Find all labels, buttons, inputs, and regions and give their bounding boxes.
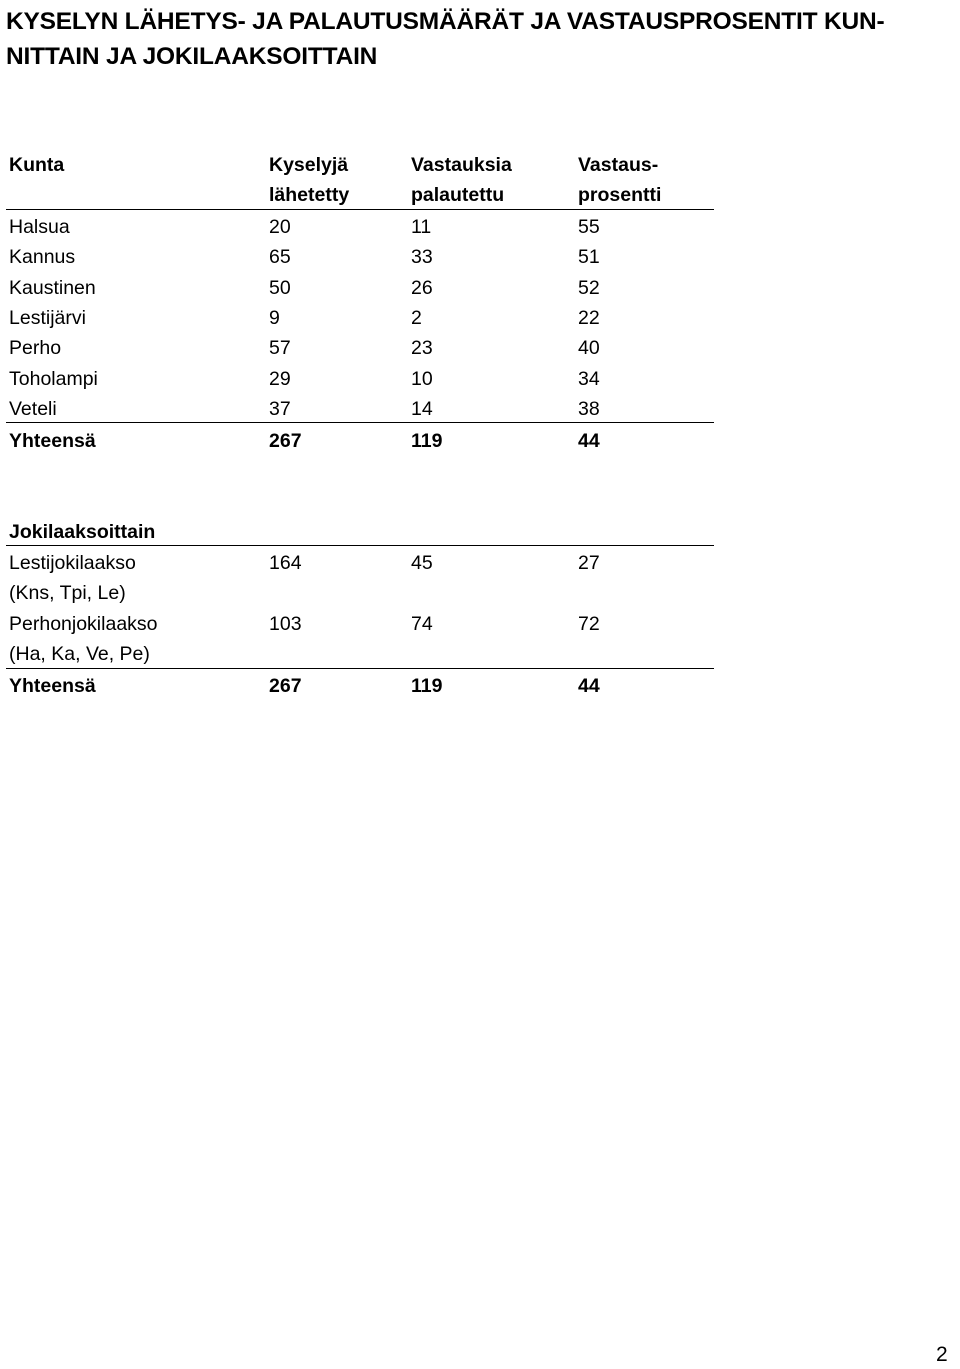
row-name-line-1: Lestijokilaakso xyxy=(9,552,136,574)
table-row xyxy=(0,212,960,242)
row-returned: 2 xyxy=(411,307,422,329)
valley-total-divider xyxy=(6,668,714,669)
row-sent: 164 xyxy=(269,552,302,574)
total-row xyxy=(0,671,960,701)
row-returned: 74 xyxy=(411,613,433,635)
row-name: Veteli xyxy=(9,398,57,420)
row-name-line-2: (Kns, Tpi, Le) xyxy=(9,582,126,604)
row-sent: 103 xyxy=(269,613,302,635)
row-returned: 26 xyxy=(411,277,433,299)
header-returned-line-1: Vastauksia xyxy=(411,154,512,176)
table-row xyxy=(0,273,960,303)
table-header-row xyxy=(0,150,960,210)
table-row xyxy=(0,548,960,608)
row-percentage: 22 xyxy=(578,307,600,329)
header-percentage xyxy=(578,150,661,210)
row-returned: 33 xyxy=(411,246,433,268)
header-kunta: Kunta xyxy=(9,154,65,176)
header-sent-line-2: lähetetty xyxy=(269,184,350,206)
header-sent-line-1: Kyselyjä xyxy=(269,154,349,176)
document-title xyxy=(6,4,936,74)
row-percentage: 27 xyxy=(578,552,600,574)
row-returned: 10 xyxy=(411,368,433,390)
row-returned: 14 xyxy=(411,398,433,420)
total-row xyxy=(0,426,960,456)
row-sent: 50 xyxy=(269,277,291,299)
total-returned: 119 xyxy=(411,675,443,697)
row-percentage: 40 xyxy=(578,337,600,359)
row-name xyxy=(9,609,158,669)
row-sent: 29 xyxy=(269,368,291,390)
header-returned xyxy=(411,150,512,210)
row-name-line-2: (Ha, Ka, Ve, Pe) xyxy=(9,643,150,665)
row-sent: 9 xyxy=(269,307,280,329)
row-sent: 20 xyxy=(269,216,291,238)
row-sent: 37 xyxy=(269,398,291,420)
document-title-line-2: NITTAIN JA JOKILAAKSOITTAIN xyxy=(6,43,378,70)
valley-header-label: Jokilaaksoittain xyxy=(9,521,156,543)
row-percentage: 38 xyxy=(578,398,600,420)
row-name: Lestijärvi xyxy=(9,307,86,329)
row-percentage: 72 xyxy=(578,613,600,635)
total-sent: 267 xyxy=(269,675,302,697)
row-percentage: 52 xyxy=(578,277,600,299)
row-percentage: 51 xyxy=(578,246,600,268)
row-sent: 65 xyxy=(269,246,291,268)
row-name: Kaustinen xyxy=(9,277,96,299)
row-percentage: 34 xyxy=(578,368,600,390)
total-returned: 119 xyxy=(411,430,443,452)
total-name: Yhteensä xyxy=(9,675,96,697)
row-percentage: 55 xyxy=(578,216,600,238)
header-divider xyxy=(6,209,714,210)
total-divider xyxy=(6,422,714,423)
page-number: 2 xyxy=(936,1343,948,1366)
header-percentage-line-2: prosentti xyxy=(578,184,662,206)
row-returned: 11 xyxy=(411,216,432,238)
header-percentage-line-1: Vastaus- xyxy=(578,154,659,176)
table-row xyxy=(0,303,960,333)
row-sent: 57 xyxy=(269,337,291,359)
table-row xyxy=(0,394,960,424)
row-returned: 45 xyxy=(411,552,433,574)
row-name: Halsua xyxy=(9,216,70,238)
row-name xyxy=(9,548,136,608)
total-percentage: 44 xyxy=(578,675,600,697)
row-name-line-1: Perhonjokilaakso xyxy=(9,613,158,635)
valley-header-divider xyxy=(6,545,714,546)
row-name: Perho xyxy=(9,337,62,359)
total-percentage: 44 xyxy=(578,430,600,452)
table-row xyxy=(0,609,960,669)
table-row xyxy=(0,364,960,394)
row-name: Kannus xyxy=(9,246,76,268)
row-returned: 23 xyxy=(411,337,433,359)
header-sent xyxy=(269,150,349,210)
total-name: Yhteensä xyxy=(9,430,96,452)
header-returned-line-2: palautettu xyxy=(411,184,505,206)
row-name: Toholampi xyxy=(9,368,98,390)
valley-section-header xyxy=(0,517,960,547)
document-title-line-1: KYSELYN LÄHETYS- JA PALAUTUSMÄÄRÄT JA VASTAUSPROSENTIT KUN- xyxy=(6,8,885,35)
total-sent: 267 xyxy=(269,430,302,452)
table-row xyxy=(0,333,960,363)
table-row xyxy=(0,242,960,272)
